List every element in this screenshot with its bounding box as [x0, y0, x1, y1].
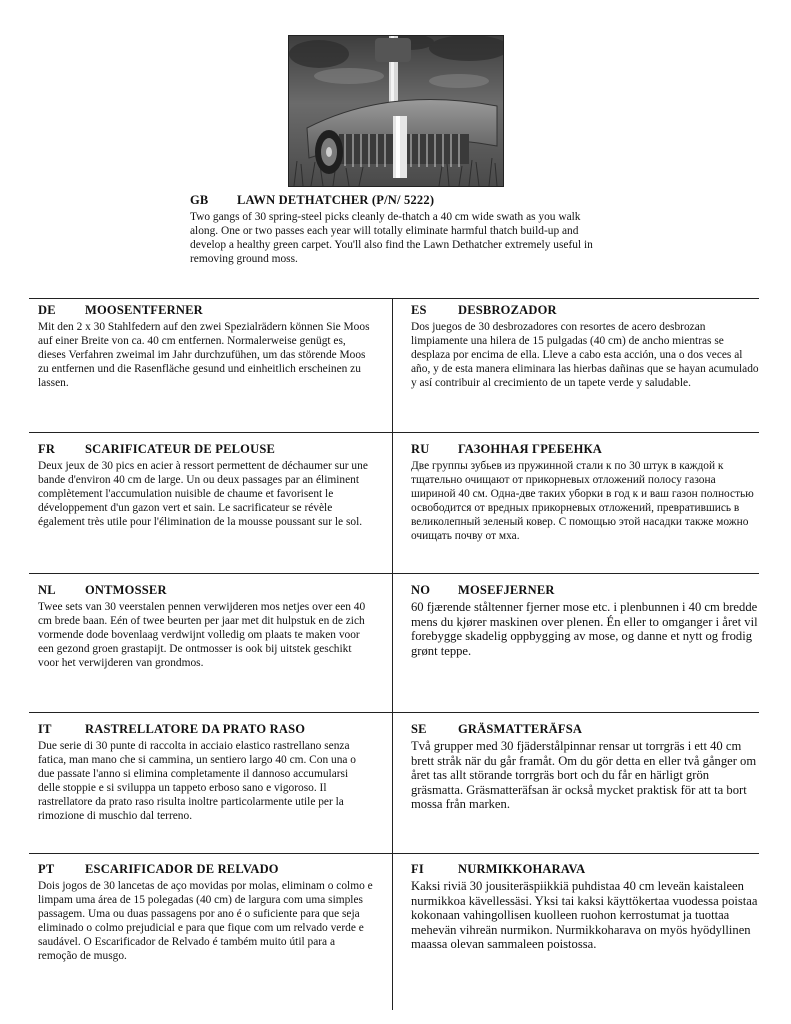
section-body: Две группы зубьев из пружинной стали к по 30 штук в каждой к тщательно очищают от прикорневых отложений полосу газона шириной 40 см. Одна-две таких уборки в год к и ваш газон полностью освободится от вредных прикорневых отложений, превратившись в великолепный зеленый ковер. С помощью этой насадки также можно очищать почву от мха. [411, 460, 754, 543]
section-fr [38, 442, 373, 529]
divider-row-1 [29, 432, 759, 433]
section-title: RASTRELLATORE DA PRATO RASO [85, 722, 306, 736]
section-heading [411, 583, 759, 598]
intro-heading [190, 193, 610, 208]
section-body: 60 fjærende ståltenner fjerner mose etc. i plenbunnen i 40 cm bredde mens du kjører maskinen over plenen. Én eller to omganger i året vil forebygge skadelig oppbygging av mose, og danne et nytt og frodig grønt teppe. [411, 600, 758, 658]
section-heading [411, 303, 759, 318]
section-title: SCARIFICATEUR DE PELOUSE [85, 442, 276, 456]
divider-top [29, 298, 759, 299]
language-code: ES [411, 303, 427, 317]
section-heading [411, 722, 759, 737]
section-body: Due serie di 30 punte di raccolta in acciaio elastico rastrellano senza fatica, man mano che si cammina, un sentiero largo 40 cm. Con una o due passate l'anno si elimina completamente il dannoso accumularsi delle stoppie e si sviluppa un tappeto erboso sano e vigoroso. Il rastrellatore da prato raso risulta inoltre particolarmente utile per la rimozione di muschio dal terreno. [38, 740, 357, 823]
section-title: ONTMOSSER [85, 583, 167, 597]
lawn-dethatcher-photo [288, 35, 504, 187]
section-heading [411, 442, 759, 457]
section-title: GRÄSMATTERÄFSA [458, 722, 583, 736]
section-heading [38, 442, 373, 457]
intro-section [190, 193, 610, 266]
divider-row-2 [29, 573, 759, 574]
divider-row-4 [29, 853, 759, 854]
section-heading [38, 583, 373, 598]
section-body: Twee sets van 30 veerstalen pennen verwijderen mos netjes over een 40 cm brede baan. Eén of twee beurten per jaar met dit hulpstuk en de zich vormende dode bovenlaag verdwijnt volledig om plaats te maken voor een gezond groen grastapijt. De ontmosser is ook bij uitstek geschikt voor het verwijderen van grondmos. [38, 601, 366, 670]
intro-language-code: GB [190, 193, 209, 207]
section-title: ESCARIFICADOR DE RELVADO [85, 862, 279, 876]
section-body: Deux jeux de 30 pics en acier à ressort permettent de déchaumer sur une bande d'environ 40 cm de large. Un ou deux passages par an éliminent complètement l'accumulation nuisible de chaume et favorisent le développement d'un gazon vert et sain. Le sacrificateur se révèle également très utile pour l'élimination de la mousse poussant sur le sol. [38, 460, 368, 529]
language-code: NO [411, 583, 431, 597]
section-body: Kaksi riviä 30 jousiteräspiikkiä puhdistaa 40 cm leveän kaistaleen nurmikkoa kävellessäsi. Yksi tai kaksi käyttökertaa vuodessa poistaa kokonaan vahingollisen kuolleen ruohon kerrostumat ja tuottaa mehevän vihreän nurmikon. Nurmikkoharava on myös hyödyllinen maassa olevan sammaleen poistossa. [411, 879, 758, 952]
language-code: NL [38, 583, 56, 597]
language-code: PT [38, 862, 55, 876]
section-no [411, 583, 759, 658]
section-title: NURMIKKOHARAVA [458, 862, 586, 876]
section-heading [411, 862, 759, 877]
language-code: SE [411, 722, 427, 736]
section-title: MOOSENTFERNER [85, 303, 203, 317]
language-code: FI [411, 862, 424, 876]
section-body: Mit den 2 x 30 Stahlfedern auf den zwei Spezialrädern können Sie Moos auf einer Breite von ca. 40 cm entfernen. Normalerweise genügt es, dieses Verfahren zweimal im Jahr durchzufühen, um das störende Moos zu entfernen und die Rasenfläche gesund und einheitlich erscheinen zu lassen. [38, 321, 370, 390]
section-heading [38, 862, 373, 877]
language-code: RU [411, 442, 430, 456]
divider-column [392, 299, 393, 1010]
section-es [411, 303, 759, 390]
section-it [38, 722, 373, 824]
intro-body: Two gangs of 30 spring-steel picks cleanly de-thatch a 40 cm wide swath as you walk along. One or two passes each year will totally eliminate harmful thatch build-up and develop a healthy green carpet. You'll also find the Lawn Dethatcher extremely useful in removing ground moss. [190, 211, 593, 266]
section-nl [38, 583, 373, 670]
section-title: MOSEFJERNER [458, 583, 555, 597]
section-de [38, 303, 373, 390]
section-pt [38, 862, 373, 964]
section-body: Dos juegos de 30 desbrozadores con resortes de acero desbrozan limpiamente una hilera de 15 pulgadas (40 cm) de ancho mientras se desplaza por encima de ella. Lleve a cabo esta acción, una o dos veces al año, y de esta manera eliminara las hierbas dañinas que se hayan acumulado y así contribuir al crecimiento de un tapete verde y saludable. [411, 321, 759, 390]
section-se [411, 722, 759, 812]
section-body: Två grupper med 30 fjäderstålpinnar rensar ut torrgräs i ett 40 cm brett stråk när du går framåt. Om du gör detta en eller två gånger om året tas allt störande torrgräs bort och du får en härligt grön gräsmatta. Gräsmatteräfsan är också mycket praktisk för att ta bort mossa från marken. [411, 739, 757, 812]
section-heading [38, 722, 373, 737]
intro-title: LAWN DETHATCHER (P/N/ 5222) [237, 193, 435, 207]
section-ru [411, 442, 759, 544]
section-fi [411, 862, 759, 952]
lawn-dethatcher-image [289, 36, 503, 186]
section-heading [38, 303, 373, 318]
section-title: DESBROZADOR [458, 303, 557, 317]
language-code: FR [38, 442, 56, 456]
language-code: DE [38, 303, 56, 317]
language-code: IT [38, 722, 52, 736]
section-body: Dois jogos de 30 lancetas de aço movidas por molas, eliminam o colmo e limpam uma área de 15 polegadas (40 cm) de largura com uma simples passagem. Uma ou duas passagens por ano é o suficiente para que seja eliminado o colmo prejudicial e para que fique com um relvado verde e saudável. O Escarificador de Relvado é também muito útil para a remoção de musgo. [38, 880, 373, 963]
divider-row-3 [29, 712, 759, 713]
section-title: ГАЗОННАЯ ГРЕБЕНКА [458, 442, 602, 456]
